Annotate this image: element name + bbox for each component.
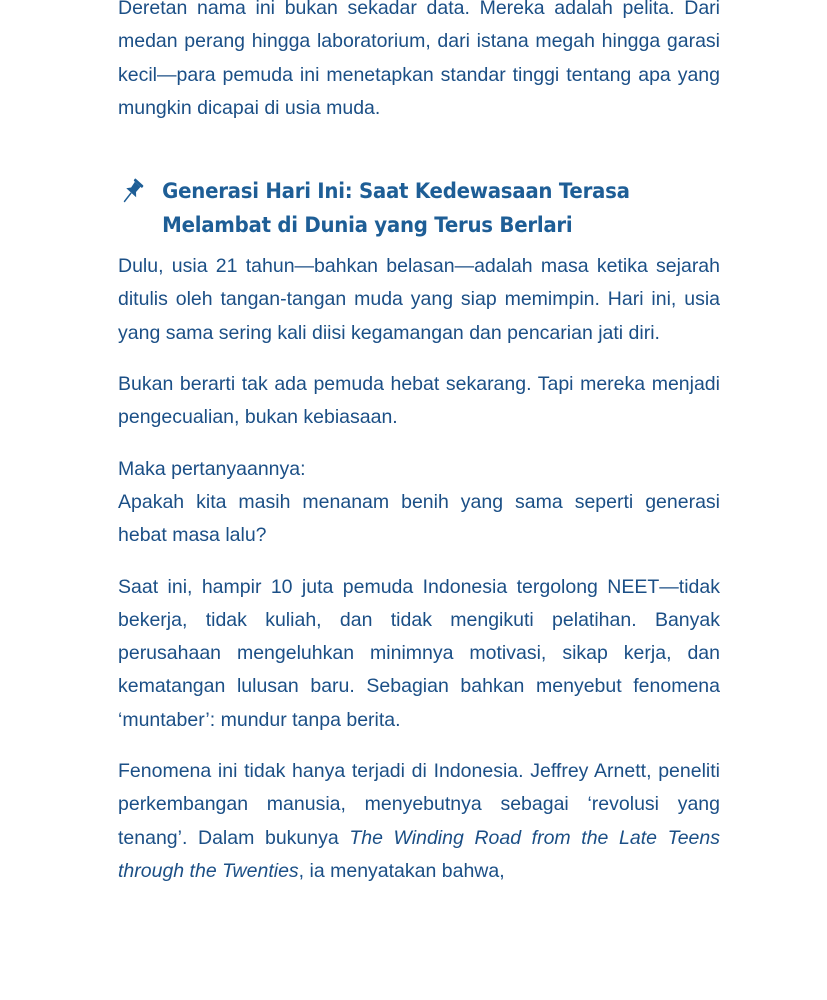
paragraph-2: Bukan berarti tak ada pemuda hebat sekarang. Tapi mereka menjadi pengecualian, bukan kebiasaan.	[118, 373, 720, 429]
document-page	[118, 0, 720, 888]
pushpin-icon	[118, 177, 146, 207]
heading-line-1: Generasi Hari Ini: Saat Kedewasaan Terasa	[162, 179, 630, 205]
section-heading	[118, 175, 672, 243]
paragraph-5	[118, 755, 720, 888]
question-block	[118, 453, 720, 553]
paragraph-1: Dulu, usia 21 tahun—bahkan belasan—adalah masa ketika sejarah ditulis oleh tangan-tangan muda yang siap memimpin. Hari ini, usia yang sama sering kali diisi kegamangan dan pencarian jati diri.	[118, 255, 720, 344]
paragraph-5-start: Fenomena ini tidak hanya terjadi di Indonesia. Jeffrey Arnett, peneliti perkembangan manusia, menyebutnya sebagai ‘revolusi yang tenang’. Dalam bukunya	[118, 760, 720, 849]
question-intro: Maka pertanyaannya:	[118, 457, 306, 480]
book-title: The Winding Road from the Late Teens through the Twenties	[118, 826, 720, 882]
intro-paragraph: Deretan nama ini bukan sekadar data. Mereka adalah pelita. Dari medan perang hingga laboratorium, dari istana megah hingga garasi kecil—para pemuda ini menetapkan standar tinggi tentang apa yang mungkin dicapai di usia muda.	[118, 0, 720, 119]
paragraph-5-end: , ia menyatakan bahwa,	[298, 859, 505, 882]
paragraph-4: Saat ini, hampir 10 juta pemuda Indonesia tergolong NEET—tidak bekerja, tidak kuliah, dan tidak mengikuti pelatihan. Banyak perusahaan mengeluhkan minimnya motivasi, sikap kerja, dan kematangan lulusan baru. Sebagian bahkan menyebut fenomena ‘muntaber’: mundur tanpa berita.	[118, 575, 720, 731]
question-text: Apakah kita masih menanam benih yang sama seperti generasi hebat masa lalu?	[118, 490, 720, 547]
heading-line-2: Melambat di Dunia yang Terus Berlari	[162, 213, 573, 239]
